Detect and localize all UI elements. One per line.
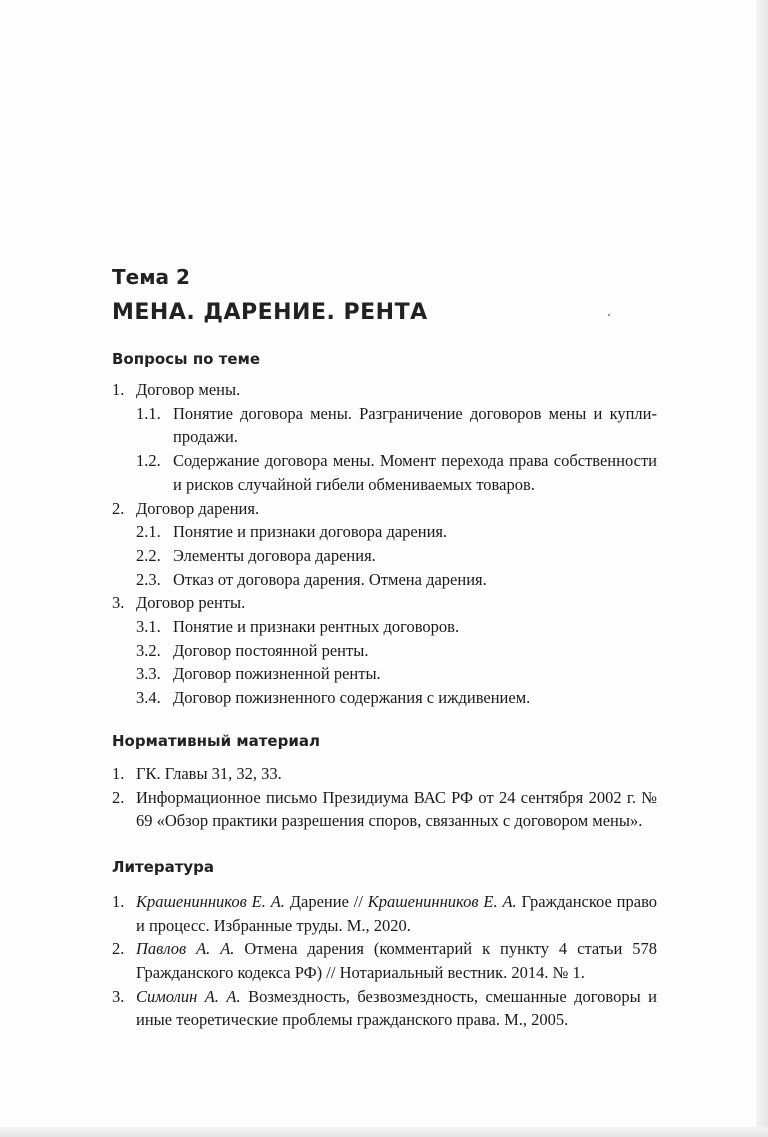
item-number: 3. [112,986,125,1006]
item-number: 3. [112,593,125,613]
item-text: Договор постоянной ренты. [173,640,369,660]
item-number: 2.2. [136,545,161,565]
normative-item [112,786,657,833]
normative-heading: Нормативный материал [112,731,320,750]
item-text: Договор дарения. [136,498,260,518]
subquestion-item [112,544,657,568]
item-text: Договор ренты. [136,593,246,613]
author-name: Крашенинников Е. А. [367,891,517,911]
subquestion-item [112,662,657,686]
question-item [112,497,657,521]
author-name: Симолин А. А. [136,986,241,1006]
item-text: Договор пожизненного содержания с иждивением. [173,688,531,708]
item-text: Понятие и признаки договора дарения. [173,522,448,542]
literature-item [112,890,657,937]
page-bottom-edge [0,1127,768,1137]
item-number: 2. [112,787,125,807]
citation-text: Отмена дарения (комментарий к пункту 4 статьи 578 Гражданского кодекса РФ) // Нотариальный вестник. 2014. № 1. [136,939,658,983]
questions-list [112,378,657,710]
item-text: Отказ от договора дарения. Отмена дарения. [173,569,487,589]
citation-text: Гражданское право и процесс. Избранные труды. М., 2020. [136,891,658,935]
literature-item [112,937,657,984]
item-number: 3.3. [136,664,161,684]
page-title: МЕНА. ДАРЕНИЕ. РЕНТА [112,300,428,325]
subquestion-item [112,639,657,663]
literature-heading: Литература [112,857,215,876]
item-number: 2.1. [136,522,161,542]
subquestion-item [112,449,657,496]
item-number: 1. [112,891,125,911]
item-number: 2. [112,939,125,959]
item-text: Договор мены. [136,380,241,399]
item-text: Понятие договора мены. Разграничение договоров мены и купли-продажи. [173,403,657,447]
item-text: Информационное письмо Президиума ВАС РФ от 24 сентября 2002 г. № 69 «Обзор практики разрешения споров, связанных с договором мены». [136,787,657,831]
literature-item [112,985,657,1032]
topic-label: Тема 2 [112,265,190,289]
page-content [112,262,657,1032]
normative-item [112,762,657,786]
author-name: Крашенинников Е. А. [136,891,285,911]
item-number: 3.2. [136,640,161,660]
citation-text: Дарение // [284,891,368,911]
questions-heading: Вопросы по теме [112,350,261,368]
item-text: Договор пожизненной ренты. [173,664,381,684]
item-text: Элементы договора дарения. [173,545,376,565]
item-number: 2. [112,498,125,518]
normative-list [112,762,657,833]
subquestion-item [112,568,657,592]
item-text: ГК. Главы 31, 32, 33. [136,763,282,783]
item-text: Содержание договора мены. Момент перехода права собственности и рисков случайной гибели обмениваемых товаров. [173,451,657,494]
author-name: Павлов А. А. [136,939,235,959]
citation-text: Возмездность, безвозмездность, смешанные договоры и иные теоретические проблемы гражданского права. М., 2005. [136,986,657,1030]
item-text: Понятие и признаки рентных договоров. [173,617,460,637]
page-edge-shadow [756,0,768,1137]
item-number: 2.3. [136,569,161,589]
question-item [112,591,657,615]
subquestion-item [112,615,657,639]
item-number: 1.2. [136,451,161,471]
item-number: 3.1. [136,617,161,637]
literature-list [112,890,657,1032]
subquestion-item [112,686,657,710]
subquestion-item [112,520,657,544]
item-number: 1.1. [136,403,161,423]
subquestion-item [112,402,657,449]
item-number: 1. [112,763,125,783]
item-number: 3.4. [136,688,161,708]
question-item [112,378,657,402]
item-number: 1. [112,380,125,399]
